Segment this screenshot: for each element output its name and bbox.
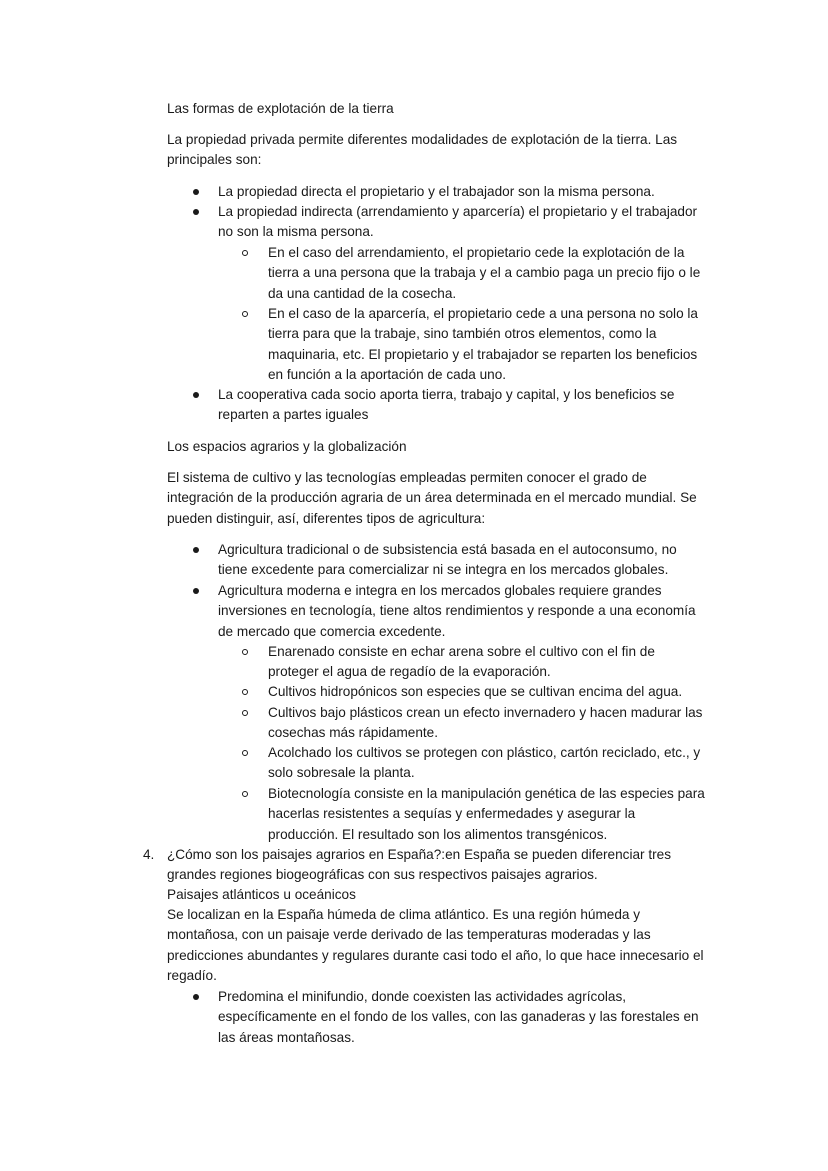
question-paragraph: ¿Cómo son los paisajes agrarios en España?:en España se pueden diferenciar tres grandes regiones biogeográficas con sus respectivos paisajes agrarios.	[167, 847, 672, 883]
sub-list-item: Enarenado consiste en echar arena sobre el cultivo con el fin de proteger el agua de regadío de la evaporación.	[268, 644, 655, 680]
sub-list-item: En el caso del arrendamiento, el propietario cede la explotación de la tierra a una persona que la trabaja y el a cambio paga un precio fijo o le da una cantidad de la cosecha.	[268, 245, 701, 301]
section-heading: Los espacios agrarios y la globalización	[167, 439, 407, 454]
section-heading: Las formas de explotación de la tierra	[167, 101, 394, 116]
bullet-dot	[193, 189, 199, 195]
bullet-dot	[193, 547, 199, 553]
paragraph: La propiedad privada permite diferentes modalidades de explotación de la tierra. Las principales son:	[167, 132, 678, 168]
sub-list-item: Cultivos bajo plásticos crean un efecto invernadero y hacen madurar las cosechas más rápidamente.	[268, 705, 703, 741]
list-item: La propiedad directa el propietario y el trabajador son la misma persona.	[218, 184, 655, 199]
bullet-dot	[193, 994, 199, 1000]
list-item: Predomina el minifundio, donde coexisten las actividades agrícolas, específicamente en el fondo de los valles, con las ganaderas y las forestales en las áreas montañosas.	[218, 989, 699, 1045]
sub-bullet-circle	[242, 710, 248, 716]
sub-bullet-circle	[242, 311, 248, 317]
subsection-heading: Paisajes atlánticos u oceánicos	[167, 887, 356, 902]
list-item: La propiedad indirecta (arrendamiento y aparcería) el propietario y el trabajador no son la misma persona.	[218, 204, 698, 240]
sub-bullet-circle	[242, 250, 248, 256]
paragraph: Se localizan en la España húmeda de clima atlántico. Es una región húmeda y montañosa, con un paisaje verde derivado de las temperaturas moderadas y las predicciones abundantes y regulares durante casi todo el año, lo que hace innecesario el regadío.	[167, 907, 704, 984]
paragraph: El sistema de cultivo y las tecnologías empleadas permiten conocer el grado de integración de la producción agraria de un área determinada en el mercado mundial. Se pueden distinguir, así, diferentes tipos de agricultura:	[167, 470, 697, 526]
bullet-dot	[193, 209, 199, 215]
sub-list-item: Acolchado los cultivos se protegen con plástico, cartón reciclado, etc., y solo sobresale la planta.	[268, 745, 701, 781]
sub-list-item: Cultivos hidropónicos son especies que se cultivan encima del agua.	[268, 684, 683, 699]
bullet-dot	[193, 392, 199, 398]
sub-bullet-circle	[242, 791, 248, 797]
sub-bullet-circle	[242, 750, 248, 756]
sub-list-item: En el caso de la aparcería, el propietario cede a una persona no solo la tierra para que la trabaje, sino también otros elementos, como la maquinaria, etc. El propietario y el trabajador se reparten los beneficios en función a la aportación de cada uno.	[268, 306, 698, 383]
sub-bullet-circle	[242, 689, 248, 695]
list-number: 4.	[143, 847, 155, 862]
list-item: Agricultura moderna e integra en los mercados globales requiere grandes inversiones en tecnología, tiene altos rendimientos y responde a una economía de mercado que comercia excedente.	[218, 583, 696, 639]
sub-list-item: Biotecnología consiste en la manipulación genética de las especies para hacerlas resistentes a sequías y enfermedades y asegurar la producción. El resultado son los alimentos transgénicos.	[268, 786, 705, 842]
sub-bullet-circle	[242, 649, 248, 655]
list-item: La cooperativa cada socio aporta tierra, trabajo y capital, y los beneficios se reparten a partes iguales	[218, 387, 675, 423]
list-item: Agricultura tradicional o de subsistencia está basada en el autoconsumo, no tiene excedente para comercializar ni se integra en los mercados globales.	[218, 542, 677, 578]
bullet-dot	[193, 588, 199, 594]
